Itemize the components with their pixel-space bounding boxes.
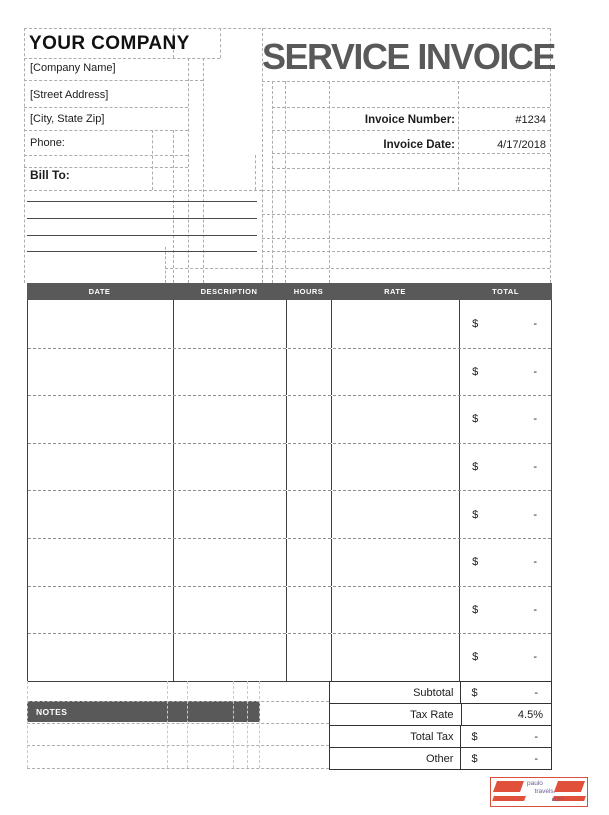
gridline <box>165 268 550 269</box>
currency-symbol: $ <box>472 651 479 664</box>
summary-box <box>329 681 552 770</box>
other-value-cell[interactable] <box>460 748 551 769</box>
invoice-number-label: Invoice Number: <box>364 114 455 126</box>
total-cell[interactable] <box>459 349 551 396</box>
gridline <box>167 681 168 768</box>
gridline <box>24 28 550 29</box>
city-state-zip-field[interactable]: [City, State Zip] <box>30 113 105 125</box>
gridline <box>27 768 329 769</box>
logo-stripe <box>493 781 524 792</box>
bill-to-line[interactable] <box>27 251 257 252</box>
total-cell[interactable] <box>459 587 551 634</box>
date-cell[interactable] <box>28 444 173 491</box>
other-label: Other <box>425 752 454 765</box>
gridline <box>24 155 188 156</box>
tax-rate-label: Tax Rate <box>410 708 454 721</box>
gridline <box>262 238 550 239</box>
date-cell[interactable] <box>28 634 173 681</box>
subtotal-value-cell[interactable] <box>460 682 551 703</box>
hours-cell[interactable] <box>286 539 331 586</box>
total-tax-value-cell[interactable] <box>460 726 551 747</box>
gridline <box>329 81 330 283</box>
table-row <box>28 490 551 538</box>
invoice-number-value[interactable]: #1234 <box>515 114 546 126</box>
total-amount: - <box>533 365 537 378</box>
currency-symbol: $ <box>471 730 478 743</box>
total-cell[interactable] <box>459 539 551 586</box>
bill-to-line[interactable] <box>27 235 257 236</box>
subtotal-label: Subtotal <box>413 686 454 699</box>
bill-to-line[interactable] <box>27 218 257 219</box>
total-tax-row <box>330 725 551 747</box>
rate-cell[interactable] <box>331 444 459 491</box>
rate-cell[interactable] <box>331 634 459 681</box>
logo-stripe <box>492 796 526 801</box>
company-name-header: YOUR COMPANY <box>29 33 190 54</box>
logo-text <box>524 780 566 804</box>
currency-symbol: $ <box>472 556 479 569</box>
phone-label: Phone: <box>30 137 65 149</box>
table-row <box>28 348 551 396</box>
gridline <box>220 28 221 58</box>
gridline <box>24 58 220 59</box>
rate-cell[interactable] <box>331 587 459 634</box>
column-header-date: DATE <box>88 287 111 296</box>
date-cell[interactable] <box>28 300 173 348</box>
gridline <box>262 190 550 191</box>
gridline <box>259 681 260 768</box>
currency-symbol: $ <box>472 317 479 330</box>
gridline <box>262 251 550 252</box>
gridline <box>262 214 550 215</box>
subtotal-row <box>330 682 551 703</box>
company-name-field[interactable]: [Company Name] <box>30 62 116 74</box>
invoice-date-label: Invoice Date: <box>383 139 455 151</box>
date-cell[interactable] <box>28 349 173 396</box>
description-cell[interactable] <box>173 300 287 348</box>
gridline <box>173 130 174 283</box>
description-cell[interactable] <box>173 396 287 443</box>
total-cell[interactable] <box>459 300 551 348</box>
gridline <box>233 681 234 768</box>
items-table-body <box>27 300 552 682</box>
total-amount: - <box>533 461 537 474</box>
footer-logo <box>490 777 588 807</box>
gridline <box>27 701 329 702</box>
page-title: SERVICE INVOICE <box>262 36 555 77</box>
invoice-date-value[interactable]: 4/17/2018 <box>497 139 546 151</box>
rate-cell[interactable] <box>331 539 459 586</box>
gridline <box>24 107 188 108</box>
other-row <box>330 747 551 769</box>
total-tax-label: Total Tax <box>410 730 454 743</box>
gridline <box>24 80 203 81</box>
description-cell[interactable] <box>173 539 287 586</box>
gridline <box>27 723 329 724</box>
gridline <box>262 81 550 82</box>
total-cell[interactable] <box>459 444 551 491</box>
gridline <box>24 130 188 131</box>
column-header-hours: HOURS <box>293 287 324 296</box>
date-cell[interactable] <box>28 396 173 443</box>
gridline <box>247 681 248 768</box>
currency-symbol: $ <box>472 508 479 521</box>
gridline <box>24 28 25 283</box>
gridline <box>285 81 286 283</box>
column-header-total: TOTAL <box>492 287 519 296</box>
currency-symbol: $ <box>472 413 479 426</box>
total-amount: - <box>533 603 537 616</box>
rate-cell[interactable] <box>331 300 459 348</box>
table-row <box>28 395 551 443</box>
gridline <box>188 58 189 283</box>
table-row <box>28 538 551 586</box>
gridline <box>272 153 550 154</box>
description-cell[interactable] <box>173 634 287 681</box>
logo-text-line: paulo <box>527 780 543 787</box>
total-amount: - <box>533 556 537 569</box>
street-address-field[interactable]: [Street Address] <box>30 89 109 101</box>
gridline <box>272 107 550 108</box>
hours-cell[interactable] <box>286 444 331 491</box>
currency-symbol: $ <box>472 365 479 378</box>
hours-cell[interactable] <box>286 349 331 396</box>
notes-header-bar <box>27 701 260 722</box>
logo-text-line: travels. <box>534 788 556 795</box>
table-row <box>28 633 551 681</box>
subtotal-amount: - <box>534 686 538 699</box>
gridline <box>24 190 262 191</box>
column-header-description: DESCRIPTION <box>200 287 258 296</box>
description-cell[interactable] <box>173 444 287 491</box>
currency-symbol: $ <box>472 461 479 474</box>
total-tax-amount: - <box>534 730 538 743</box>
currency-symbol: $ <box>471 752 478 765</box>
tax-rate-amount: 4.5% <box>517 708 543 721</box>
rate-cell[interactable] <box>331 349 459 396</box>
gridline <box>458 81 459 190</box>
total-amount: - <box>533 413 537 426</box>
hours-cell[interactable] <box>286 300 331 348</box>
bill-to-label: Bill To: <box>30 168 70 182</box>
table-header-row <box>27 283 552 300</box>
gridline <box>152 130 153 190</box>
total-cell[interactable] <box>459 491 551 538</box>
date-cell[interactable] <box>28 587 173 634</box>
table-row <box>28 443 551 491</box>
total-cell[interactable] <box>459 634 551 681</box>
table-row <box>28 586 551 634</box>
logo-text-line: com <box>551 796 564 803</box>
hours-cell[interactable] <box>286 396 331 443</box>
bill-to-line[interactable] <box>27 201 257 202</box>
currency-symbol: $ <box>472 603 479 616</box>
column-header-rate: RATE <box>384 287 406 296</box>
tax-rate-value-cell[interactable] <box>461 704 551 725</box>
description-cell[interactable] <box>173 587 287 634</box>
date-cell[interactable] <box>28 491 173 538</box>
tax-rate-row <box>330 703 551 725</box>
total-amount: - <box>533 317 537 330</box>
currency-symbol: $ <box>471 686 478 699</box>
hours-cell[interactable] <box>286 587 331 634</box>
gridline <box>203 58 204 283</box>
notes-label: NOTES <box>36 706 68 717</box>
description-cell[interactable] <box>173 491 287 538</box>
table-row <box>28 300 551 348</box>
gridline <box>272 81 273 283</box>
date-cell[interactable] <box>28 539 173 586</box>
description-cell[interactable] <box>173 349 287 396</box>
total-amount: - <box>533 508 537 521</box>
gridline <box>272 168 550 169</box>
gridline <box>165 247 166 283</box>
gridline <box>255 155 256 190</box>
gridline <box>272 130 550 131</box>
hours-cell[interactable] <box>286 491 331 538</box>
rate-cell[interactable] <box>331 491 459 538</box>
total-cell[interactable] <box>459 396 551 443</box>
gridline <box>27 745 329 746</box>
gridline <box>27 681 28 768</box>
other-amount: - <box>534 752 538 765</box>
rate-cell[interactable] <box>331 396 459 443</box>
gridline <box>187 681 188 768</box>
hours-cell[interactable] <box>286 634 331 681</box>
total-amount: - <box>533 651 537 664</box>
